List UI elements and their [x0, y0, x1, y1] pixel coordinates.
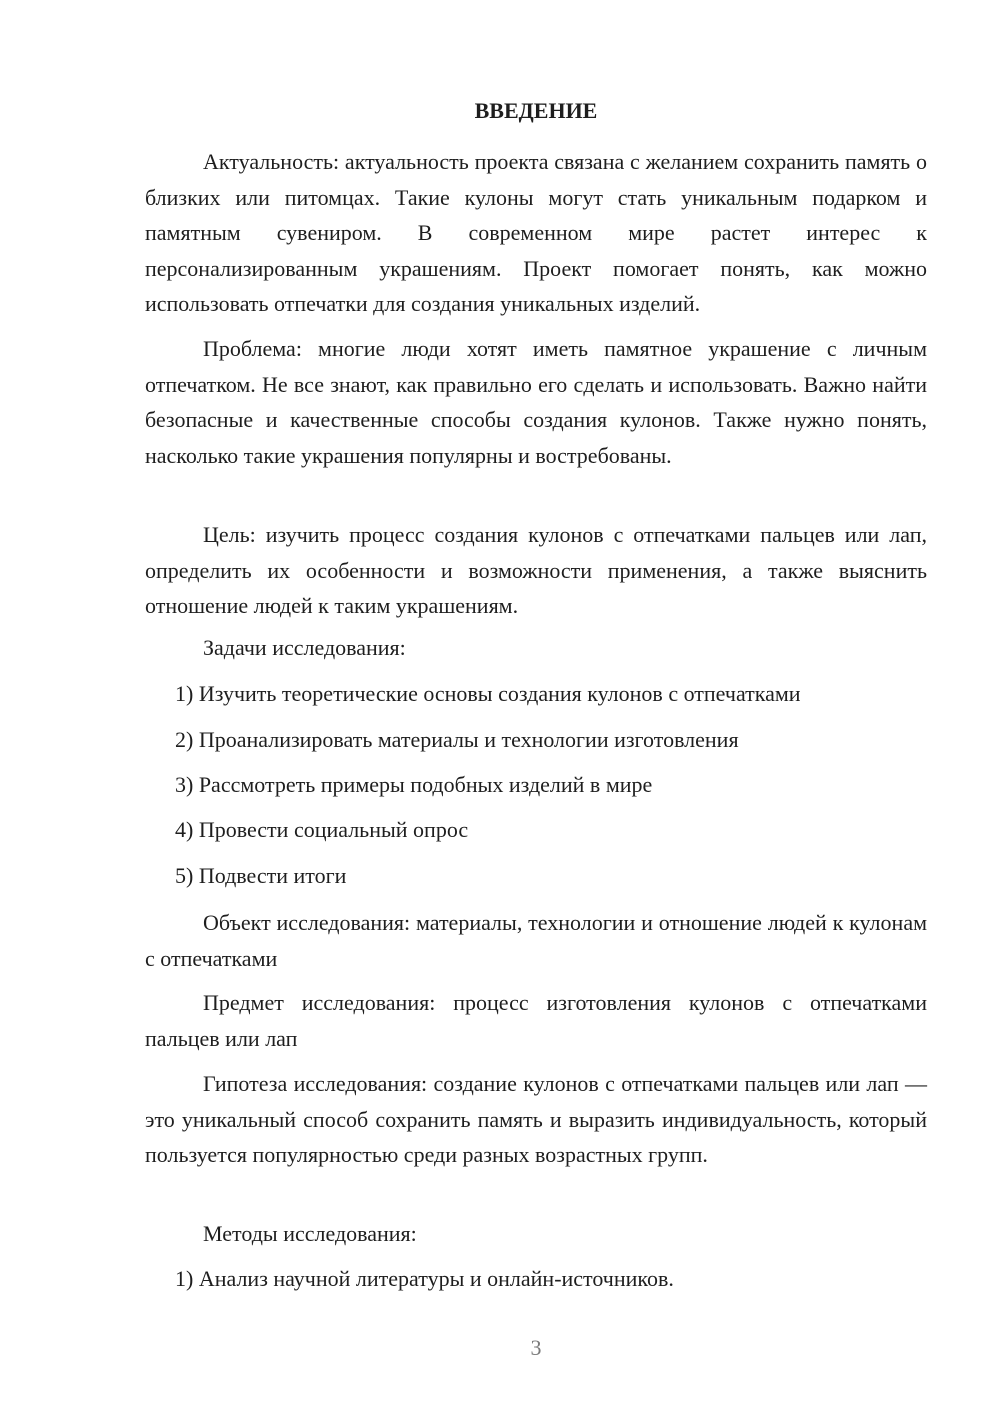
task-item: 5) Подвести итоги [175, 863, 347, 888]
methods-heading: Методы исследования: [203, 1221, 417, 1246]
task-item: 3) Рассмотреть примеры подобных изделий в мире [175, 772, 653, 797]
page-number: 3 [530, 1335, 542, 1360]
subject-paragraph: Предмет исследования: процесс изготовления кулонов с отпечатками пальцев или лап [145, 990, 927, 1051]
task-item: 4) Провести социальный опрос [175, 817, 469, 842]
problem-paragraph: Проблема: многие люди хотят иметь памятное украшение с личным отпечатком. Не все знают, как правильно его сделать и использовать. Важно найти безопасные и качественные способы создания кулонов. Также нужно понять, насколько такие украшения популярны и востребованы. [145, 336, 927, 468]
task-item: 2) Проанализировать материалы и технологии изготовления [175, 727, 739, 752]
goal-paragraph: Цель: изучить процесс создания кулонов с отпечатками пальцев или лап, определить их особенности и возможности применения, а также выяснить отношение людей к таким украшениям. [145, 522, 927, 618]
section-title: ВВЕДЕНИЕ [474, 98, 598, 123]
method-item: 1) Анализ научной литературы и онлайн-источников. [175, 1266, 674, 1291]
object-paragraph: Объект исследования: материалы, технологии и отношение людей к кулонам с отпечатками [145, 910, 927, 971]
relevance-paragraph: Актуальность: актуальность проекта связана с желанием сохранить память о близких или питомцах. Такие кулоны могут стать уникальным подарком и памятным сувениром. В современном мире растет интерес к персонализированным украшениям. Проект помогает понять, как можно использовать отпечатки для создания уникальных изделий. [145, 149, 927, 316]
tasks-heading: Задачи исследования: [203, 635, 406, 660]
task-item: 1) Изучить теоретические основы создания кулонов с отпечатками [175, 681, 801, 706]
hypothesis-paragraph: Гипотеза исследования: создание кулонов с отпечатками пальцев или лап — это уникальный способ сохранить память и выразить индивидуальность, который пользуется популярностью среди разных возрастных групп. [145, 1071, 927, 1167]
